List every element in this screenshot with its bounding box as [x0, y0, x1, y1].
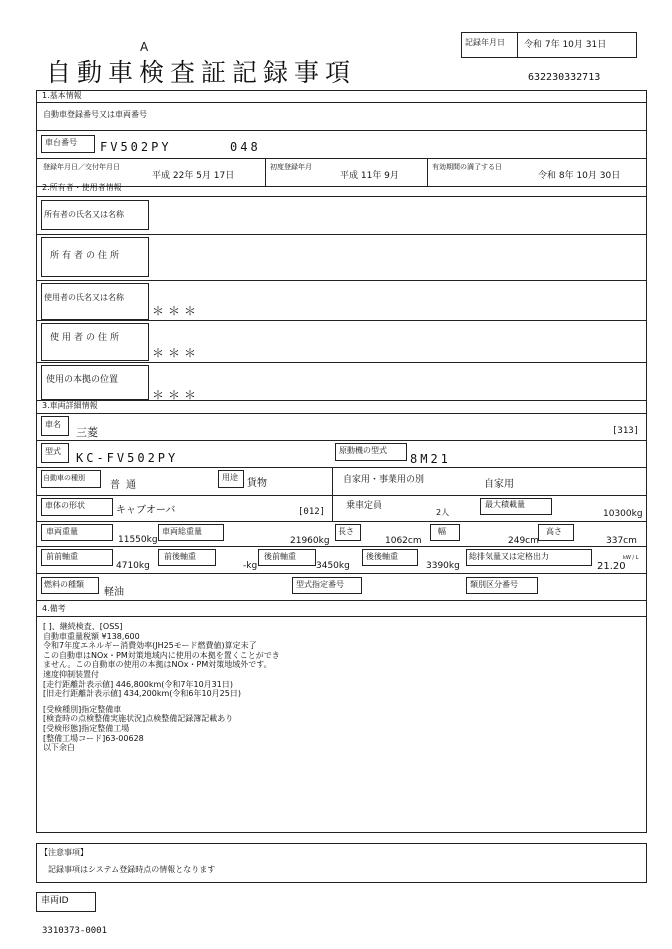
maker-label: 車名 [45, 420, 61, 429]
length-value: 1062cm [385, 536, 422, 546]
width-label: 幅 [438, 527, 446, 536]
gross-weight-label: 車両総重量 [162, 527, 202, 536]
form-mark: A [140, 40, 149, 54]
remarks-line: 速度抑制装置付 [43, 669, 99, 679]
use-value: 貨物 [247, 478, 267, 489]
height-value: 337cm [606, 536, 637, 546]
fuel-value: 軽油 [104, 587, 124, 598]
owner-name-label: 所有者の氏名又は名称 [44, 210, 124, 219]
rear-front-axle-value: 3450kg [316, 561, 350, 571]
displacement-label: 総排気量又は定格出力 [469, 552, 549, 561]
category-label: 類別区分番号 [470, 580, 518, 589]
vehicle-id-label: 車両ID [41, 896, 69, 906]
front-rear-axle-label: 前後軸重 [164, 552, 196, 561]
maker-value: 三菱 [76, 426, 98, 439]
remarks-line: [受検種別]指定整備車 [43, 704, 122, 714]
user-address-label: 使用者の住所 [50, 333, 123, 343]
model-value: KC-FV502PY [76, 451, 179, 465]
width-value: 249cm [508, 536, 539, 546]
first-registration-label: 初度登録年月 [270, 163, 312, 171]
model-label: 型式 [45, 447, 61, 456]
fuel-label: 燃料の種類 [44, 580, 84, 589]
height-label: 高さ [546, 527, 562, 536]
type-designation-label: 型式指定番号 [296, 580, 344, 589]
max-load-value: 10300kg [603, 509, 643, 519]
displacement-value: 21.20 [597, 561, 626, 572]
remarks-line: 令和7年度エネルギー消費効率(JH25モード燃費値)算定未了 [43, 641, 257, 651]
remarks-line: [受検形態]指定整備工場 [43, 723, 130, 733]
first-registration-value: 平成 11年 9月 [340, 171, 399, 181]
max-load-label: 最大積載量 [485, 500, 525, 509]
front-front-axle-value: 4710kg [116, 561, 150, 571]
record-date-value: 令和 7年 10月 31日 [524, 40, 607, 50]
chassis-serial: 048 [230, 140, 261, 154]
remarks-line: [ ]、継続検査、[OSS] [43, 622, 123, 631]
document-number: 632230332713 [528, 72, 601, 83]
notes-box [36, 843, 647, 883]
remarks-line: [走行距離計表示値] 446,800km(令和7年10月31日) [43, 679, 233, 689]
section-owner-heading: 2.所有者・使用者情報 [42, 183, 122, 192]
body-shape-label: 車体の形状 [45, 501, 85, 510]
section-remarks-heading: 4.備考 [42, 604, 66, 613]
kind-label: 自動車の種別 [43, 474, 85, 482]
remarks-line: この自動車はNOx・PM対策地域内に使用の本拠を置くことができ [43, 650, 280, 660]
body-shape-code: [012] [298, 507, 326, 517]
registration-date-label: 登録年月日／交付年月日 [43, 163, 120, 171]
vehicle-weight-value: 11550kg [118, 535, 158, 545]
owner-address-label: 所有者の住所 [50, 251, 123, 261]
expiry-value: 令和 8年 10月 30日 [538, 171, 621, 181]
remarks-line: [旧走行距離計表示値] 434,200km(令和6年10月25日) [43, 689, 241, 699]
front-front-axle-label: 前前軸重 [46, 552, 78, 561]
vehicle-weight-label: 車両重量 [46, 527, 78, 536]
expiry-label: 有効期間の満了する日 [432, 163, 502, 171]
remarks-block [43, 622, 363, 753]
record-date-label: 記録年月日 [465, 38, 505, 47]
remarks-line: [検査時の点検整備実施状況]点検整備記録簿記載あり [43, 714, 234, 724]
page-title: 自動車検査証記録事項 [46, 58, 357, 87]
section-basic-heading: 1.基本情報 [42, 91, 82, 100]
length-label: 長さ [338, 527, 354, 536]
base-location-label: 使用の本拠の位置 [46, 375, 119, 385]
body-shape-value: キャブオーバ [116, 505, 176, 516]
front-rear-axle-value: -kg [243, 561, 258, 571]
footer-code: 3310373-0001 [42, 926, 108, 936]
remarks-line: [整備工場コード]63-00628 [43, 733, 144, 743]
chassis-model: FV502PY [100, 140, 172, 154]
capacity-value: 2人 [436, 508, 450, 517]
user-name-value: ＊＊＊ [152, 304, 201, 318]
private-business-label: 自家用・事業用の別 [343, 475, 425, 485]
section-vehicle-heading: 3.車両詳細情報 [42, 401, 98, 410]
base-location-value: ＊＊＊ [152, 388, 201, 402]
kind-value: 普通 [110, 480, 142, 491]
rear-front-axle-label: 後前軸重 [264, 552, 296, 561]
user-name-label: 使用者の氏名又は名称 [44, 293, 124, 302]
gross-weight-value: 21960kg [290, 536, 330, 546]
maker-code: [313] [612, 426, 640, 436]
engine-value: 8M21 [410, 452, 451, 466]
private-business-value: 自家用 [484, 479, 514, 490]
rear-rear-axle-label: 後後軸重 [366, 552, 398, 561]
user-address-value: ＊＊＊ [152, 346, 201, 360]
rear-rear-axle-value: 3390kg [426, 561, 460, 571]
registration-date-value: 平成 22年 5月 17日 [152, 171, 235, 181]
use-label: 用途 [222, 473, 238, 482]
displacement-unit: kW / L [623, 555, 639, 561]
capacity-label: 乗車定員 [346, 501, 383, 511]
remarks-line: ません。この自動車の使用の本拠はNOx・PM対策地域外です。 [43, 660, 272, 670]
notes-title: 【注意事項】 [40, 848, 88, 857]
remarks-line: 以下余白 [43, 743, 75, 753]
notes-text: 記録事項はシステム登録時点の情報となります [48, 865, 216, 874]
engine-label: 原動機の型式 [339, 446, 387, 455]
registration-number-label: 自動車登録番号又は車両番号 [43, 110, 147, 119]
chassis-number-label: 車台番号 [45, 138, 77, 147]
remarks-line: 自動車重量税額 ¥138,600 [43, 631, 140, 641]
